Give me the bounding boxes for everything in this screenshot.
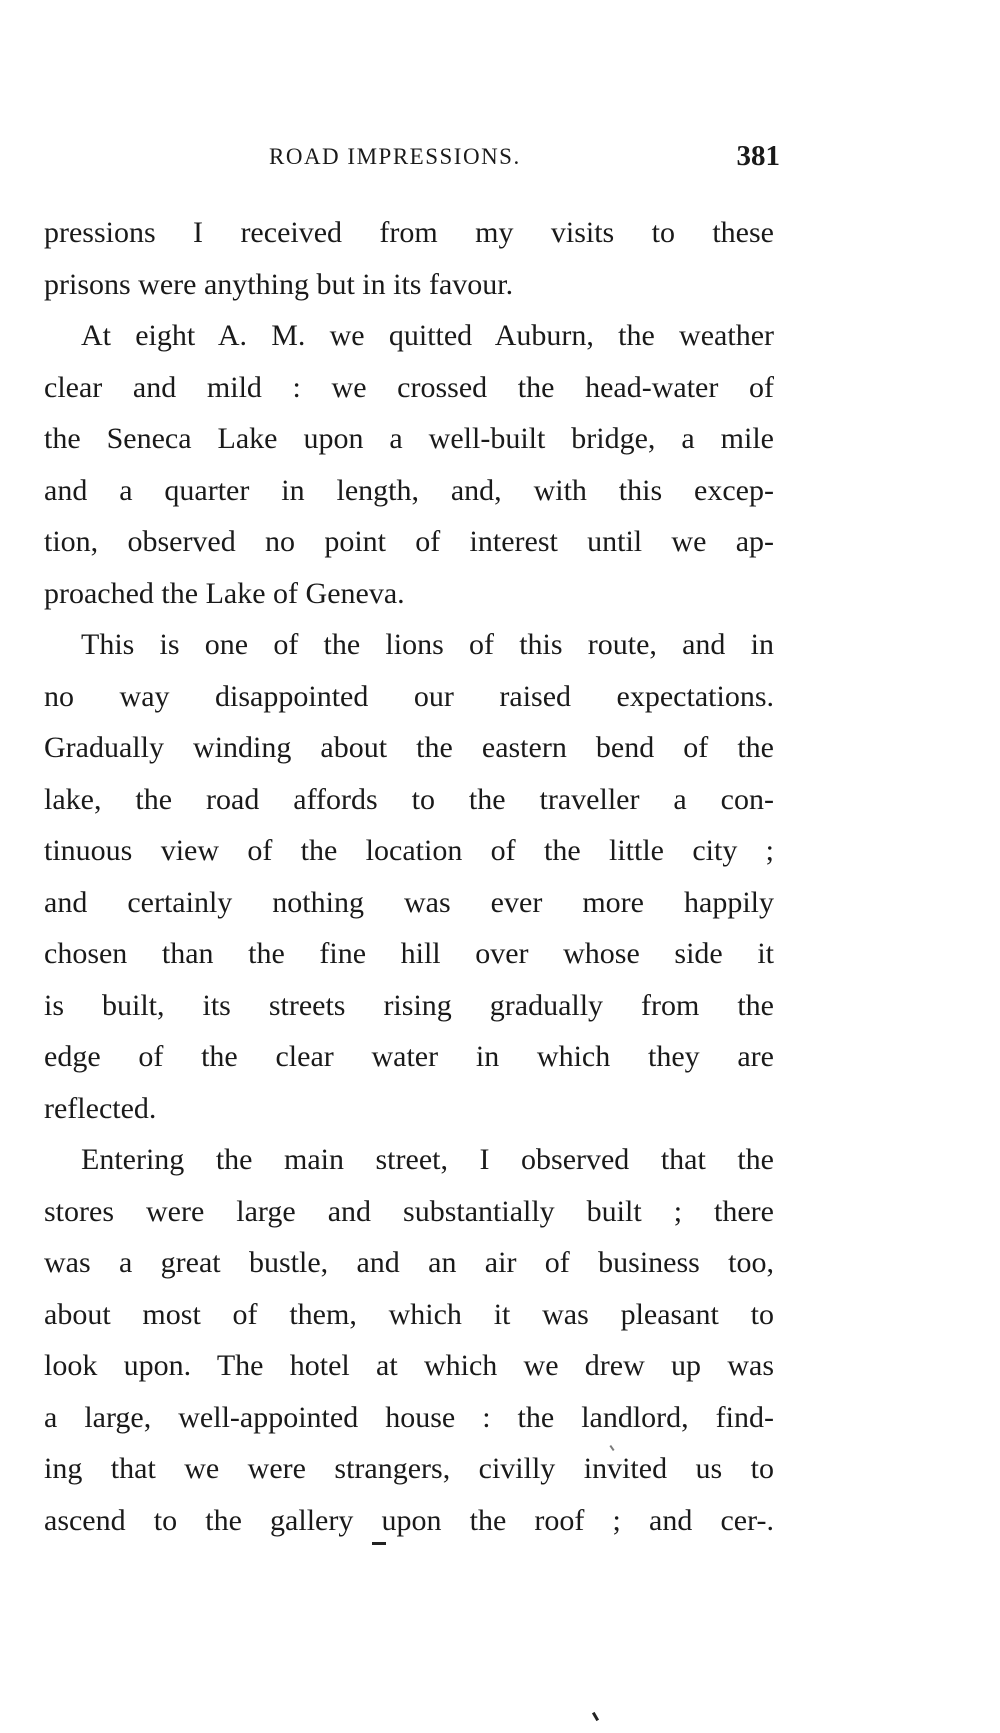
text-line: and a quarter in length, and, with this excep- — [44, 473, 774, 507]
text-line: reflected. — [44, 1091, 157, 1125]
text-line: proached the Lake of Geneva. — [44, 576, 405, 610]
text-line: Entering the main street, I observed that the — [81, 1143, 774, 1176]
text-line: edge of the clear water in which they are — [44, 1040, 774, 1073]
text-line: a large, well-appointed house : the landlord, find- — [44, 1400, 774, 1434]
text-line: tion, observed no point of interest until we ap- — [44, 525, 774, 558]
text-line: no way disappointed our raised expectations. — [44, 679, 774, 713]
ink-speck — [372, 1542, 386, 1545]
text-line: chosen than the fine hill over whose side it — [44, 937, 774, 970]
text-line: about most of them, which it was pleasant to — [44, 1297, 774, 1331]
text-line: and certainly nothing was ever more happily — [44, 885, 774, 919]
text-line: This is one of the lions of this route, and in — [81, 628, 774, 661]
text-line: ing that we were strangers, civilly invited us to — [44, 1452, 774, 1485]
text-line: At eight A. M. we quitted Auburn, the weather — [81, 319, 774, 352]
ink-speck — [592, 1712, 599, 1721]
text-line: pressions I received from my visits to these — [44, 216, 774, 249]
text-line: prisons were anything but in its favour. — [44, 267, 514, 301]
running-title: ROAD IMPRESSIONS. — [269, 144, 521, 169]
text-line: was a great bustle, and an air of business too, — [44, 1246, 774, 1279]
text-line: look upon. The hotel at which we drew up was — [44, 1349, 774, 1382]
text-line: is built, its streets rising gradually from the — [44, 988, 774, 1022]
page-number: 381 — [736, 140, 780, 172]
running-head — [44, 140, 780, 180]
text-line: ascend to the gallery upon the roof ; and cer-. — [44, 1503, 774, 1537]
text-line: the Seneca Lake upon a well-built bridge, a mile — [44, 422, 774, 455]
text-line: lake, the road affords to the traveller a con- — [44, 782, 774, 816]
text-line: Gradually winding about the eastern bend of the — [44, 731, 774, 764]
text-line: stores were large and substantially built ; there — [44, 1194, 774, 1228]
text-line: clear and mild : we crossed the head-water of — [44, 370, 774, 404]
body-text — [44, 207, 774, 1546]
text-line: tinuous view of the location of the little city ; — [44, 834, 774, 867]
